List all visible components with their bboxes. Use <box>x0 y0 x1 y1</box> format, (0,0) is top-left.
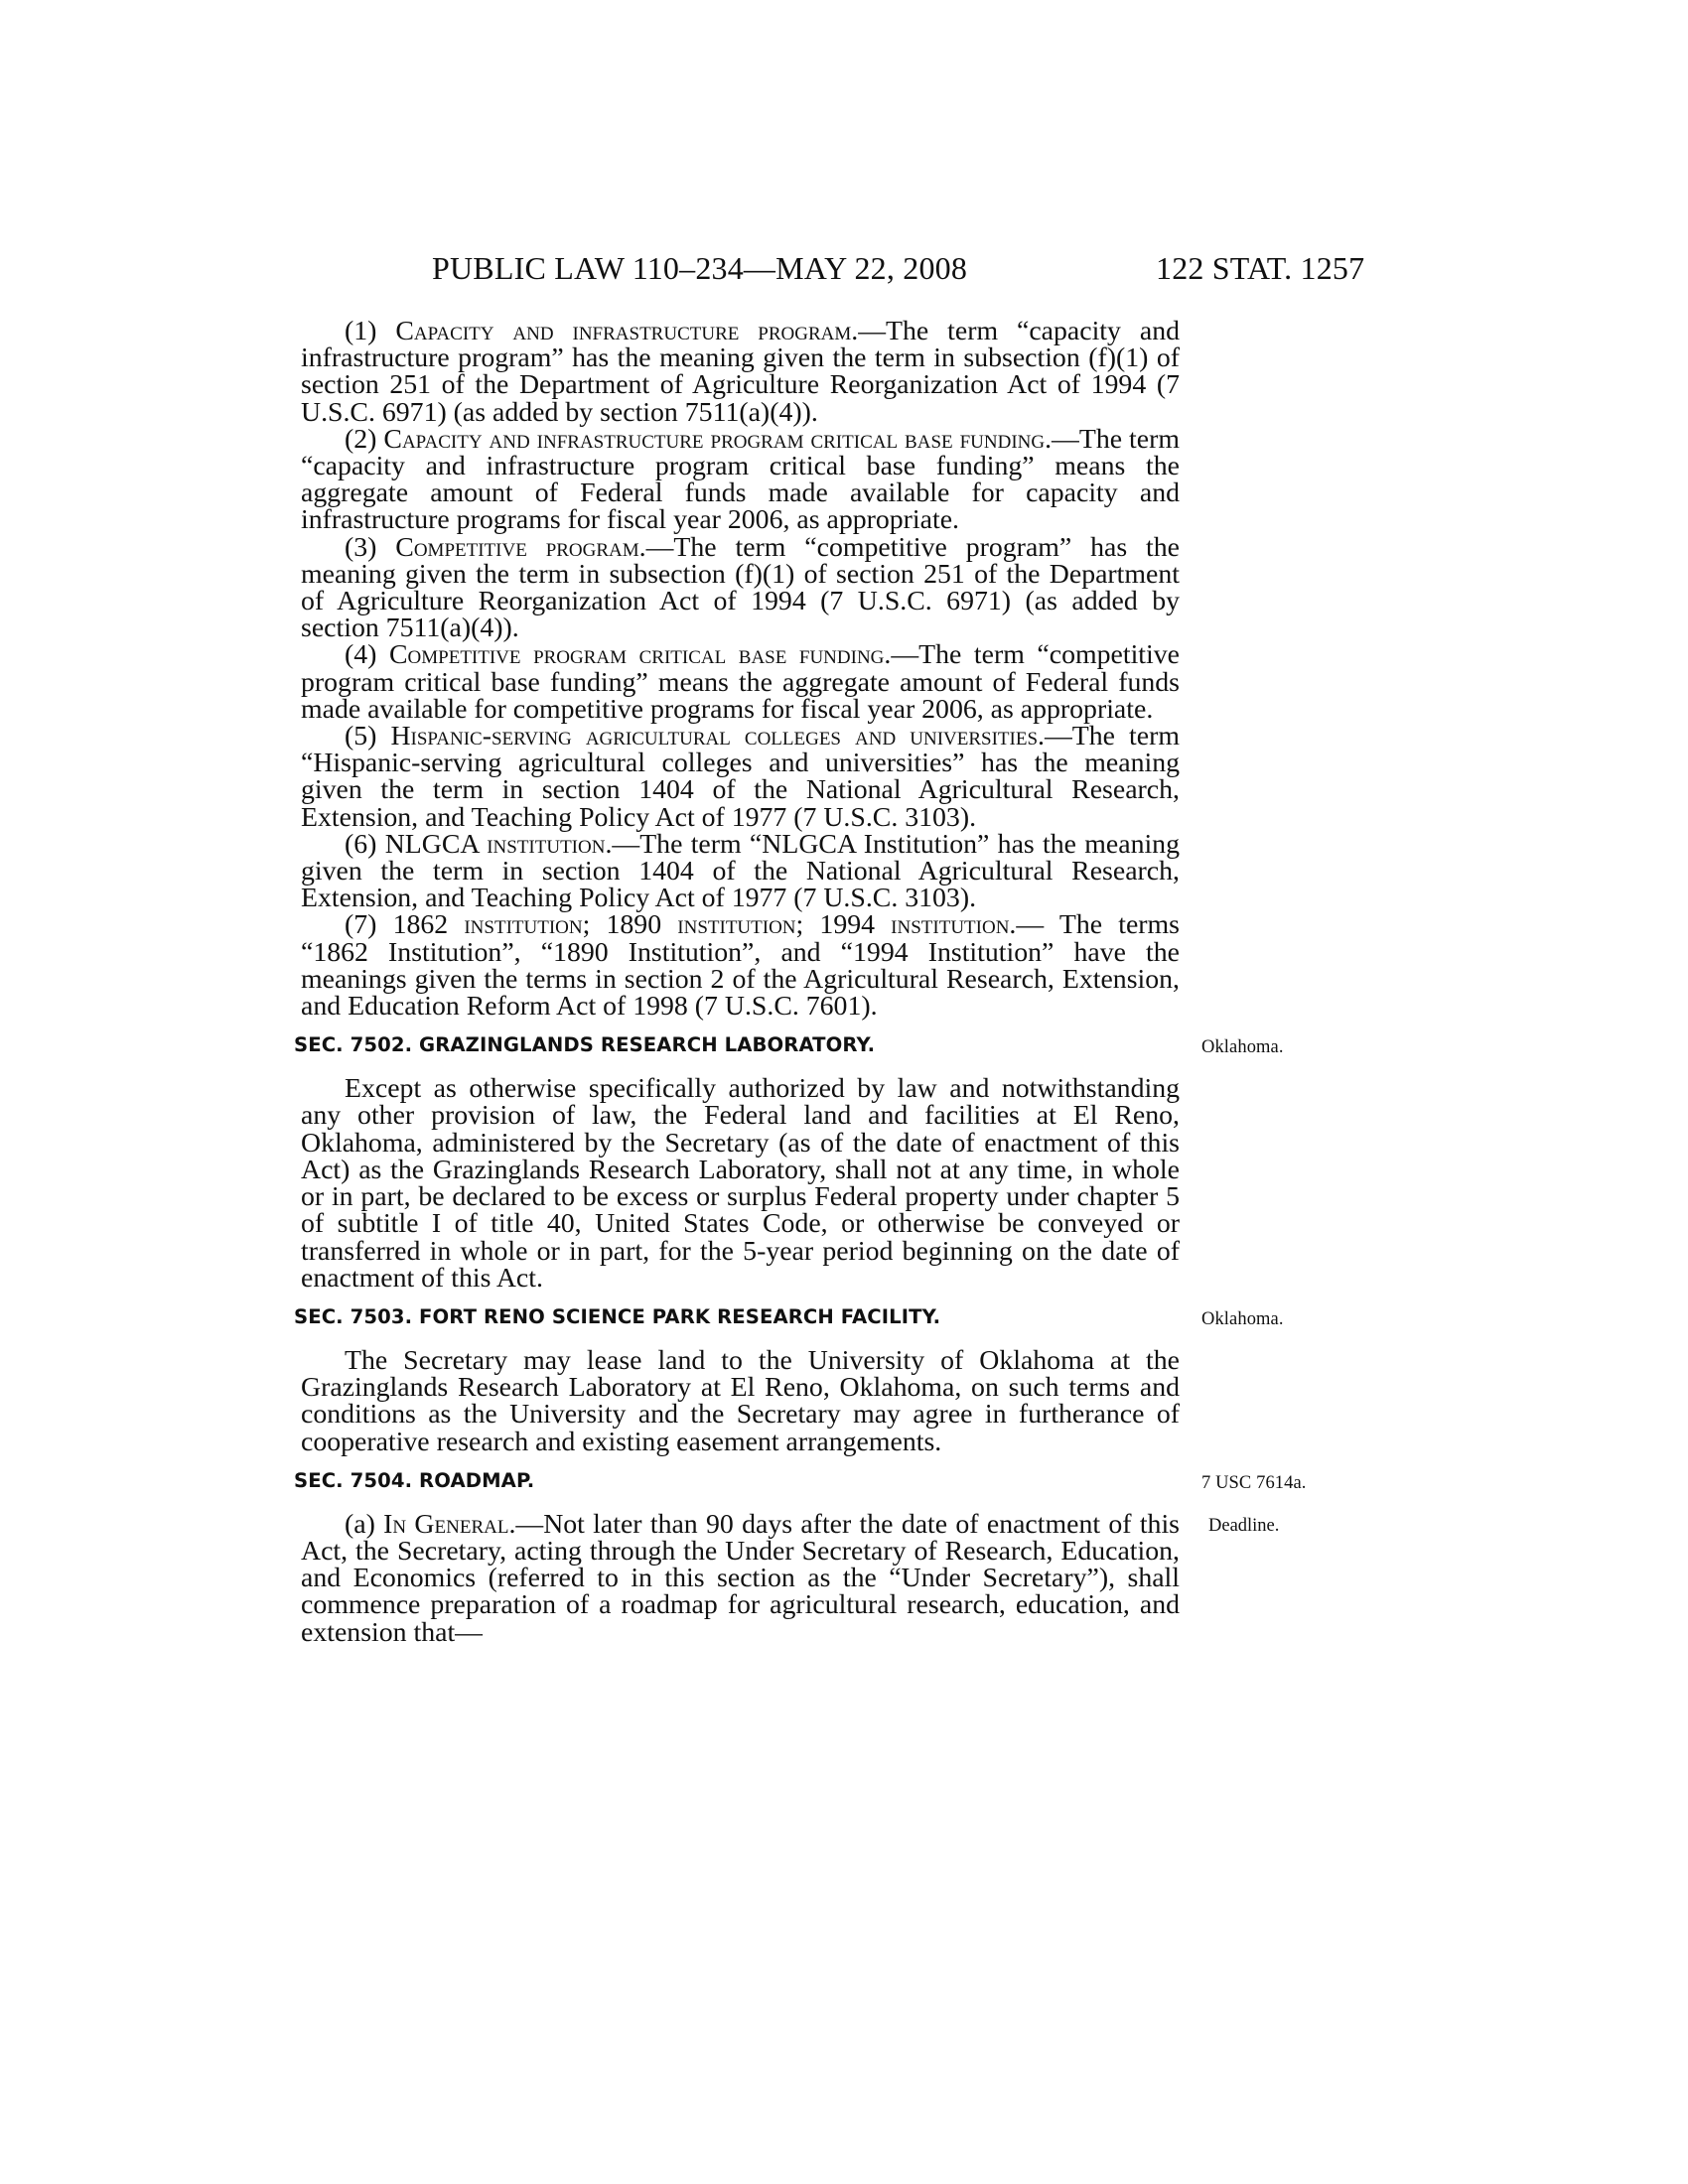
running-header-page: 122 STAT. 1257 <box>1156 250 1365 286</box>
running-header-title: PUBLIC LAW 110–234—MAY 22, 2008 <box>432 250 968 286</box>
definition-2: (2) Capacity and infrastructure program critical base funding.—The term “capacity and infrastructure program critical base funding” means the aggregate amount of Federal funds made available for capacity and infrastructure programs for fiscal year 2006, as appropriate. <box>301 423 1180 536</box>
section-7504-a-text: (a) In General.—Not later than 90 days after the date of enactment of this Act, the Secretary, acting through the Under Secretary of Research, Education, and Economics (referred to in this section as the “Under Secretary”), shall commence preparation of a roadmap for agricultural research, education, and extension that— <box>301 1508 1180 1648</box>
margin-note-7504: 7 USC 7614a. <box>1201 1472 1307 1493</box>
definition-heading: institution. <box>487 828 613 860</box>
definition-7: (7) 1862 institution; 1890 institution; 1994 institution.— The terms “1862 Institution”, “1890 Institution”, and “1994 Institution” have the meanings given the terms in section 2 of the Agricultural Research, Extension, and Education Reform Act of 1998 (7 U.S.C. 7601). <box>301 909 1181 1023</box>
definition-heading: institution; 1890 institution; 1994 institution. <box>464 909 1017 941</box>
definition-heading: Capacity and infrastructure program critical base funding. <box>383 423 1053 455</box>
margin-note-7503: Oklahoma. <box>1201 1308 1284 1329</box>
definition-6: (6) NLGCA institution.—The term “NLGCA Institution” has the meaning given the term in section 1404 of the National Agricultural Research, Extension, and Teaching Policy Act of 1977 (7 U.S.C. 3103). <box>301 828 1180 914</box>
section-heading-7502: SEC. 7502. GRAZINGLANDS RESEARCH LABORATORY. Oklahoma. <box>294 1033 1284 1058</box>
section-7504-a <box>301 1508 1280 1648</box>
subsection-heading: In General. <box>383 1508 516 1540</box>
definition-3: (3) Competitive program.—The term “competitive program” has the meaning given the term in subsection (f)(1) of section 251 of the Department of Agriculture Reorganization Act of 1994 (7 U.S.C. 6971) (as added by section 7511(a)(4)). <box>301 531 1180 644</box>
definition-heading: Competitive program. <box>395 531 646 563</box>
definition-1: (1) Capacity and infrastructure program.—The term “capacity and infrastructure program” has the meaning given the term in subsection (f)(1) of section 251 of the Department of Agriculture Reorganization Act of 1994 (7 U.S.C. 6971) (as added by section 7511(a)(4)). <box>301 316 1180 428</box>
margin-note-deadline: Deadline. <box>1208 1515 1280 1536</box>
definition-4: (4) Competitive program critical base funding.—The term “competitive program critical base funding” means the aggregate amount of Federal funds made available for competitive programs for fiscal year 2006, as appropriate. <box>301 639 1180 725</box>
margin-note-7502: Oklahoma. <box>1201 1037 1284 1058</box>
definition-5: (5) Hispanic-serving agricultural colleges and universities.—The term “Hispanic-serving agricultural colleges and universities” has the meaning given the term in section 1404 of the National Agricultural Research, Extension, and Teaching Policy Act of 1977 (7 U.S.C. 3103). <box>301 721 1180 833</box>
body-column <box>294 316 1307 1648</box>
section-7503-text: The Secretary may lease land to the University of Oklahoma at the Grazinglands Research Laboratory at El Reno, Oklahoma, on such terms and conditions as the University and the Secretary may agree in furtherance of cooperative research and existing easement arrangements. <box>301 1344 1180 1457</box>
definition-heading: Capacity and infrastructure program. <box>395 316 859 346</box>
section-heading-7503: SEC. 7503. FORT RENO SCIENCE PARK RESEARCH FACILITY. Oklahoma. <box>294 1304 1284 1329</box>
section-heading-7504: SEC. 7504. ROADMAP. 7 USC 7614a. <box>294 1468 1307 1493</box>
definition-heading: Hispanic-serving agricultural colleges and universities. <box>390 721 1045 752</box>
definition-heading: Competitive program critical base funding. <box>388 639 892 671</box>
section-7502-text: Except as otherwise specifically authorized by law and notwithstanding any other provision of law, the Federal land and facilities at El Reno, Oklahoma, administered by the Secretary (as of the date of enactment of this Act) as the Grazinglands Research Laboratory, shall not at any time, in whole or in part, be declared to be excess or surplus Federal property under chapter 5 of subtitle I of title 40, United States Code, or otherwise be conveyed or transferred in whole or in part, for the 5-year period beginning on the date of enactment of this Act. <box>301 1073 1180 1294</box>
